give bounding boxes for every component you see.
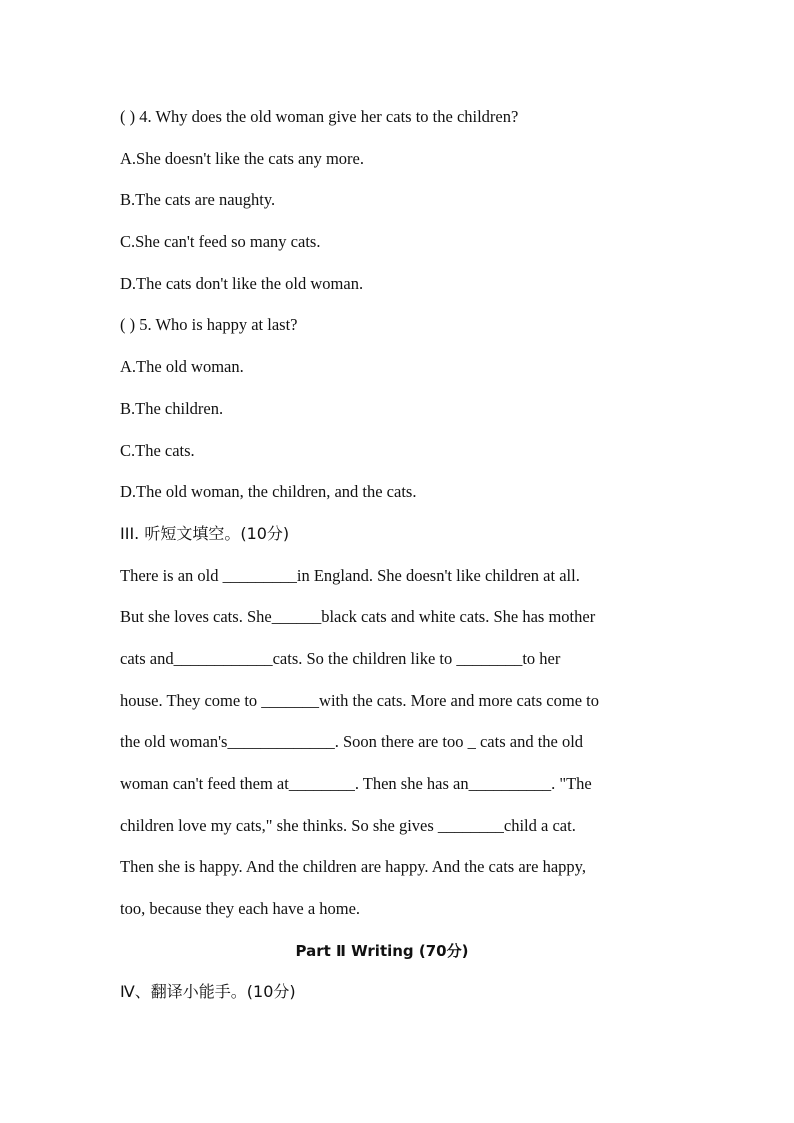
part-2-title: Part Ⅱ Writing (70分) — [295, 941, 469, 960]
question-5-option-d: D.The old woman, the children, and the cats. — [120, 482, 417, 502]
passage-line: house. They come to _______with the cats. More and more cats come to — [120, 690, 599, 710]
question-4-option-b: B.The cats are naughty. — [120, 190, 276, 210]
worksheet-page — [120, 103, 680, 1020]
question-5-stem: ( ) 5. Who is happy at last? — [120, 315, 298, 335]
question-4-option-a: A.She doesn't like the cats any more. — [120, 148, 364, 168]
passage-line: cats and____________cats. So the children like to ________to her — [120, 648, 561, 668]
passage-line: the old woman's_____________. Soon there are too _ cats and the old — [120, 732, 584, 752]
question-5-option-c: C.The cats. — [120, 440, 195, 460]
question-5-option-a: A.The old woman. — [120, 357, 244, 377]
section-3-heading: III. 听短文填空。(10分) — [120, 523, 290, 543]
passage-line: children love my cats," she thinks. So she gives ________child a cat. — [120, 815, 576, 835]
question-4-stem: ( ) 4. Why does the old woman give her cats to the children? — [120, 107, 519, 126]
passage-line: too, because they each have a home. — [120, 899, 361, 919]
passage-line: There is an old _________in England. She doesn't like children at all. — [120, 565, 580, 585]
section-4-heading: Ⅳ、翻译小能手。(10分) — [120, 982, 296, 1002]
passage-line: woman can't feed them at________. Then she has an__________. "The — [120, 774, 592, 793]
question-5-option-b: B.The children. — [120, 398, 224, 418]
question-4-option-c: C.She can't feed so many cats. — [120, 232, 321, 252]
passage-line: Then she is happy. And the children are happy. And the cats are happy, — [120, 857, 586, 877]
passage-line: But she loves cats. She______black cats and white cats. She has mother — [120, 607, 596, 627]
question-4-option-d: D.The cats don't like the old woman. — [120, 273, 364, 293]
